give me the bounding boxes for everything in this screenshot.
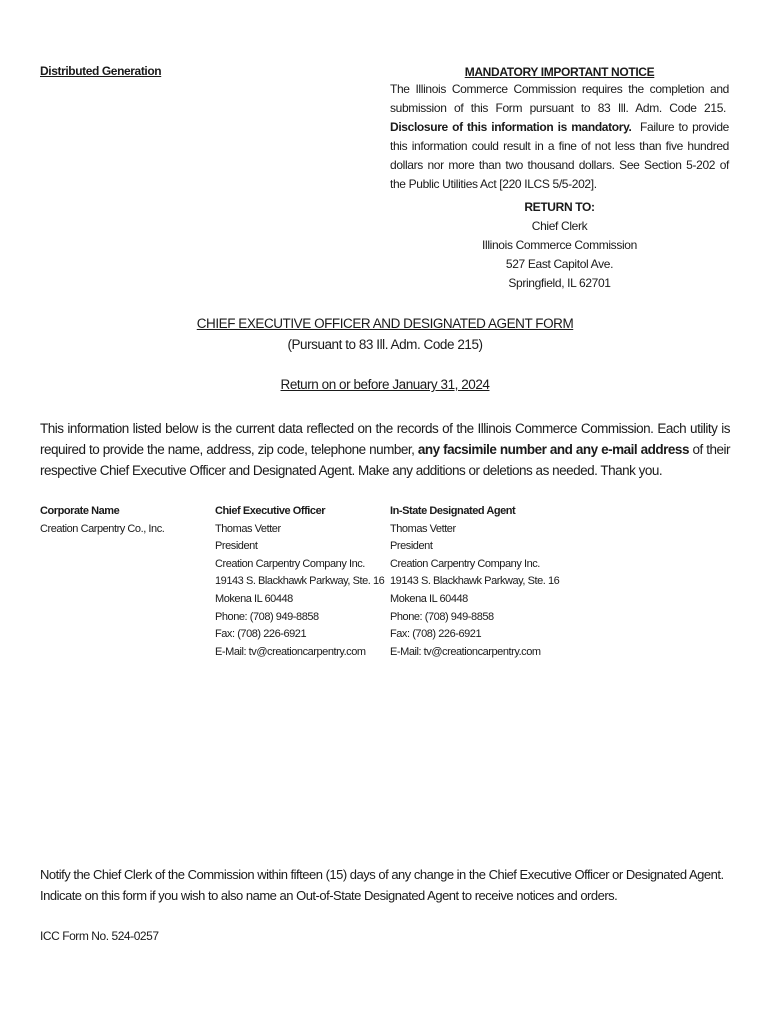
return-to-block [390, 198, 729, 293]
notice-text-2: Failure to provide this information could result in a fine of not less than five hundred dollars nor more than two thousand dollars. See Section 5-202 of the Public Utilities Act [220 ILCS 5/5-202]. [390, 120, 729, 191]
return-to-line: 527 East Capitol Ave. [505, 257, 614, 271]
ceo-address: 19143 S. Blackhawk Parkway, Ste. 16 [215, 575, 385, 588]
notify-instructions [40, 864, 740, 906]
corporate-heading: Corporate Name [40, 505, 120, 517]
ceo-fax: Fax: (708) 226-6921 [215, 628, 307, 641]
agent-address: 19143 S. Blackhawk Parkway, Ste. 16 [390, 575, 560, 588]
intro-text-1: This information listed below is the current data reflected on the records of the Illinois Commerce Commission. Each utility is required to provide the name, address, zip code, telephone number, [40, 421, 730, 457]
agent-fax: Fax: (708) 226-6921 [390, 628, 482, 641]
form-title-block [0, 313, 770, 355]
agent-company: Creation Carpentry Company Inc. [390, 557, 540, 570]
intro-paragraph [40, 418, 730, 481]
notify-line: Notify the Chief Clerk of the Commission within fifteen (15) days of any change in the Chief Executive Officer or Designated Agent. [40, 867, 724, 882]
ceo-company: Creation Carpentry Company Inc. [215, 557, 365, 570]
notify-line: Indicate on this form if you wish to also name an Out-of-State Designated Agent to receive notices and orders. [40, 888, 618, 903]
agent-phone: Phone: (708) 949-8858 [390, 610, 494, 623]
intro-text-bold: any facsimile number and any e-mail address [417, 442, 689, 457]
notice-text-1: The Illinois Commerce Commission requires the completion and submission of this Form pursuant to 83 Ill. Adm. Code 215. [390, 82, 729, 115]
distributed-generation-label: Distributed Generation [40, 64, 162, 78]
ceo-column [215, 503, 387, 661]
ceo-title: President [215, 540, 258, 553]
notice-title: MANDATORY IMPORTANT NOTICE [464, 65, 655, 79]
return-to-line: Chief Clerk [531, 219, 588, 233]
return-to-heading: RETURN TO: [524, 200, 595, 214]
form-title: CHIEF EXECUTIVE OFFICER AND DESIGNATED AGENT FORM [196, 316, 574, 331]
ceo-name: Thomas Vetter [215, 522, 281, 535]
agent-email: E-Mail: tv@creationcarpentry.com [390, 645, 541, 658]
ceo-heading: Chief Executive Officer [215, 505, 326, 517]
return-date: Return on or before January 31, 2024 [280, 377, 490, 392]
agent-city: Mokena IL 60448 [390, 592, 468, 605]
intro-text-2: of their respective Chief Executive Officer and Designated Agent. Make any additions or deletions as needed. Thank you. [40, 442, 730, 478]
return-to-line: Illinois Commerce Commission [482, 238, 637, 252]
return-to-line: Springfield, IL 62701 [508, 276, 611, 290]
agent-column [390, 503, 590, 661]
mandatory-notice [390, 64, 729, 194]
agent-name: Thomas Vetter [390, 522, 456, 535]
form-subtitle: (Pursuant to 83 Ill. Adm. Code 215) [287, 337, 483, 352]
agent-heading: In-State Designated Agent [390, 505, 516, 517]
notice-text-bold: Disclosure of this information is mandatory. [390, 120, 632, 134]
notice-body [390, 80, 729, 194]
ceo-email: E-Mail: tv@creationcarpentry.com [215, 645, 366, 658]
corporate-name: Creation Carpentry Co., Inc. [40, 522, 165, 535]
ceo-phone: Phone: (708) 949-8858 [215, 610, 319, 623]
corporate-column [40, 503, 210, 538]
ceo-city: Mokena IL 60448 [215, 592, 293, 605]
agent-title: President [390, 540, 433, 553]
form-number: ICC Form No. 524-0257 [40, 929, 159, 943]
